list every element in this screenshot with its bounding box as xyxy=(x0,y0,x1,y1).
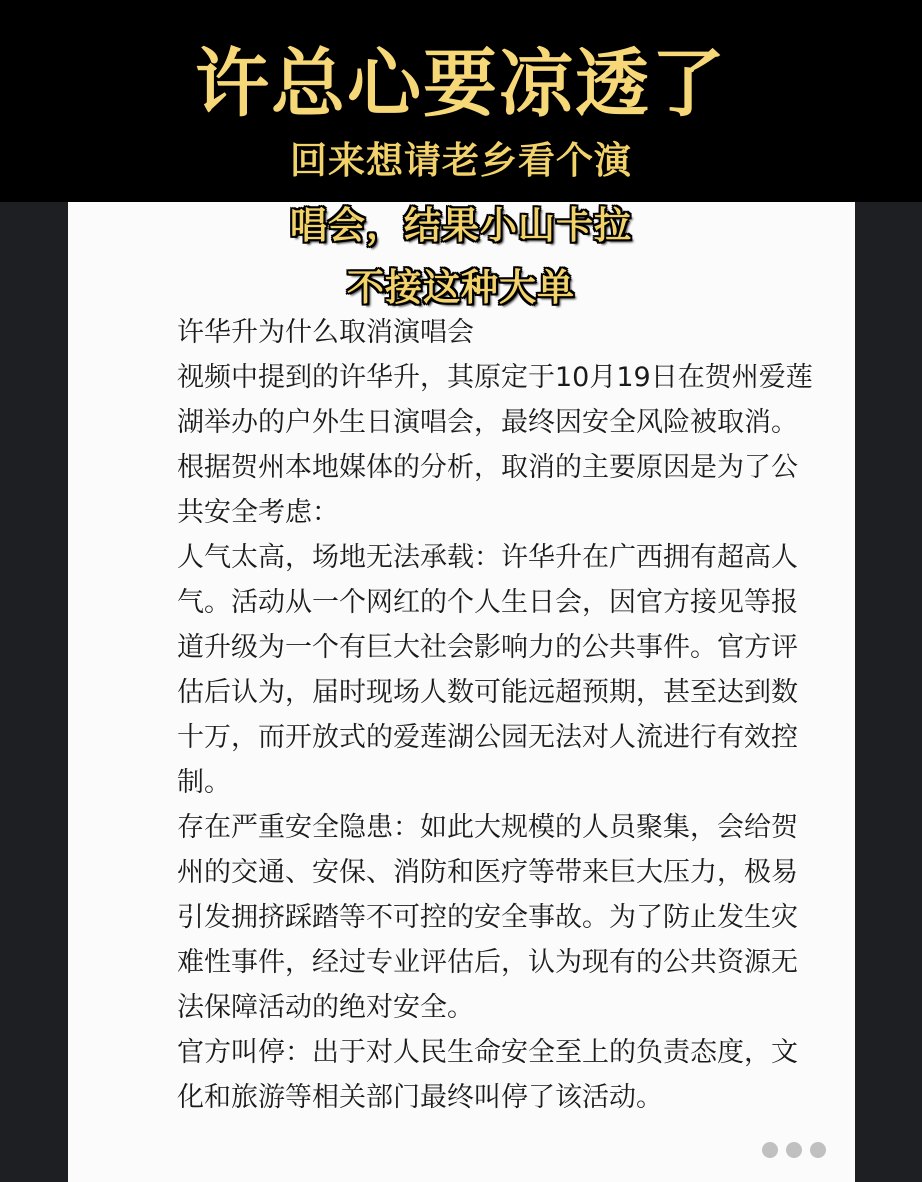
document-paragraph: 存在严重安全隐患：如此大规模的人员聚集，会给贺州的交通、安保、消防和医疗等带来巨大压力，极易引发拥挤踩踏等不可控的安全事故。为了防止发生灾难性事件，经过专业评估后，认为现有的公共资源无法保障活动的绝对安全。 xyxy=(177,812,798,1023)
banner-subtitle-line-2: 唱会，结果小山卡拉 xyxy=(290,204,632,247)
banner-subtitle-line-1: 回来想请老乡看个演 xyxy=(290,139,632,182)
document-body xyxy=(177,310,817,1120)
document-paragraph: 官方叫停：出于对人民生命安全至上的负责态度，文化和旅游等相关部门最终叫停了该活动。 xyxy=(177,1037,798,1113)
document-heading: 许华升为什么取消演唱会 xyxy=(177,317,474,348)
document-paragraph: 视频中提到的许华升，其原定于10月19日在贺州爱莲湖举办的户外生日演唱会，最终因安全风险被取消。 xyxy=(177,362,813,438)
document-paragraph: 人气太高，场地无法承载：许华升在广西拥有超高人气。活动从一个网红的个人生日会，因官方接见等报道升级为一个有巨大社会影响力的公共事件。官方评估后认为，届时现场人数可能远超预期，甚至达到数十万，而开放式的爱莲湖公园无法对人流进行有效控制。 xyxy=(177,542,798,798)
watermark-icon xyxy=(732,1128,852,1168)
side-panel-right xyxy=(855,202,922,1182)
side-panel-left xyxy=(0,202,68,1182)
banner-subtitle-line-3: 不接这种大单 xyxy=(347,266,575,309)
banner-title: 许总心要凉透了 xyxy=(195,41,727,127)
document-paragraph: 根据贺州本地媒体的分析，取消的主要原因是为了公共安全考虑： xyxy=(177,452,798,528)
